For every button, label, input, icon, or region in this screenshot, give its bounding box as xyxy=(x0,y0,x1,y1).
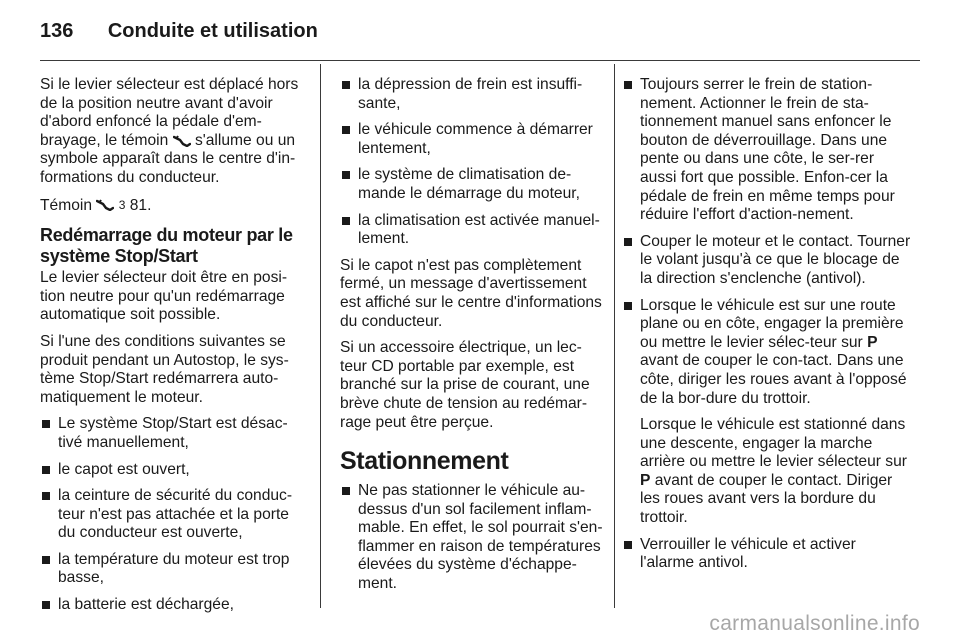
column-divider-2 xyxy=(614,64,615,608)
conditions-list xyxy=(40,415,306,614)
conditions-list-continued xyxy=(340,76,608,249)
header-rule xyxy=(40,60,920,61)
page-header xyxy=(40,20,318,50)
column-3 xyxy=(622,76,912,581)
page-reference-link[interactable]: 81. xyxy=(129,196,152,214)
list-item: le système de climatisation de-mande le démarrage du moteur, xyxy=(340,166,608,203)
list-item: Ne pas stationner le véhicule au-dessus d'un sol facilement inflam-mable. En effet, le sol pourrait s'en-flammer en raison de températures élevées du système d'échappe-ment. xyxy=(340,482,608,594)
paragraph: Si le levier sélecteur est déplacé hors de la position neutre avant d'avoir d'abord enfoncé la pédale d'em-brayage, le témoin s'allume ou un symbole apparaît dans le centre d'in-formations du conducteur. xyxy=(40,76,299,186)
paragraph: Si un accessoire électrique, un lec-teur CD portable par exemple, est branché sur la prise de courant, une brève chute de tension au redémar-rage peut être perçue. xyxy=(340,339,590,431)
column-2 xyxy=(340,76,608,602)
column-divider-1 xyxy=(320,64,321,608)
stop-start-indicator-icon xyxy=(96,199,114,211)
page-title: Conduite et utilisation xyxy=(107,20,318,42)
stop-start-indicator-icon xyxy=(173,135,191,147)
parking-list xyxy=(340,482,608,594)
list-item: la climatisation est activée manuel-lement. xyxy=(340,212,608,249)
section-heading: Redémarrage du moteur par le système Stop/Start xyxy=(40,225,293,267)
paragraph: Si l'une des conditions suivantes se produit pendant un Autostop, le sys-tème Stop/Start redémarrera auto-matiquement le moteur. xyxy=(40,332,289,406)
list-item: le capot est ouvert, xyxy=(40,461,306,480)
list-item: Le système Stop/Start est désac-tivé manuellement, xyxy=(40,415,306,452)
list-item: la ceinture de sécurité du conduc-teur n'est pas attachée et la porte du conducteur est ouverte, xyxy=(40,487,306,543)
list-item: Toujours serrer le frein de station-nement. Actionner le frein de sta-tionnement manuel sans enfoncer le bouton de déverrouillage. Dans une pente ou dans une côte, le ser-rer aussi fort que possible. Enfon-cer la pédale de frein en même temps pour réduire l'effort d'action-nement. xyxy=(622,76,912,225)
column-1 xyxy=(40,76,306,623)
list-item: Couper le moteur et le contact. Tourner le volant jusqu'à ce que le blocage de la direction s'enclenche (antivol). xyxy=(622,233,912,289)
page-reference-arrow-icon: 3 xyxy=(118,197,126,212)
list-item: la dépression de frein est insuffi-sante, xyxy=(340,76,608,113)
section-heading-stationnement: Stationnement xyxy=(340,447,509,476)
list-item: Verrouiller le véhicule et activer l'alarme antivol. xyxy=(622,536,912,573)
reference-paragraph: Témoin 3 81. xyxy=(40,196,152,214)
paragraph: Si le capot n'est pas complètement fermé, un message d'avertissement est affiché sur le centre d'informations du conducteur. xyxy=(340,256,602,330)
list-item: la température du moteur est trop basse, xyxy=(40,551,306,588)
list-item: le véhicule commence à démarrer lentement, xyxy=(340,121,608,158)
page-number: 136 xyxy=(40,20,74,42)
paragraph: Le levier sélecteur doit être en posi-tion neutre pour qu'un redémarrage automatique soit possible. xyxy=(40,269,288,324)
watermark: carmanualsonline.info xyxy=(709,612,920,635)
list-item: Lorsque le véhicule est sur une route plane ou en côte, engager la première ou mettre le levier sélec-teur sur P avant de couper le con-tact. Dans une côte, diriger les roues avant à l'opposé de la bor-dure du trottoir. Lorsque le véhicule est stationné dans une descente, engager la marche arrière ou mettre le levier sélecteur sur P avant de couper le contact. Diriger les roues avant vers la bordure du trottoir. xyxy=(622,297,912,528)
parking-list-continued xyxy=(622,76,912,573)
list-item-subparagraph: Lorsque le véhicule est stationné dans une descente, engager la marche arrière ou mettre le levier sélecteur sur P avant de couper le contact. Diriger les roues avant vers la bordure du trottoir. xyxy=(640,416,907,527)
list-item: la batterie est déchargée, xyxy=(40,596,306,615)
